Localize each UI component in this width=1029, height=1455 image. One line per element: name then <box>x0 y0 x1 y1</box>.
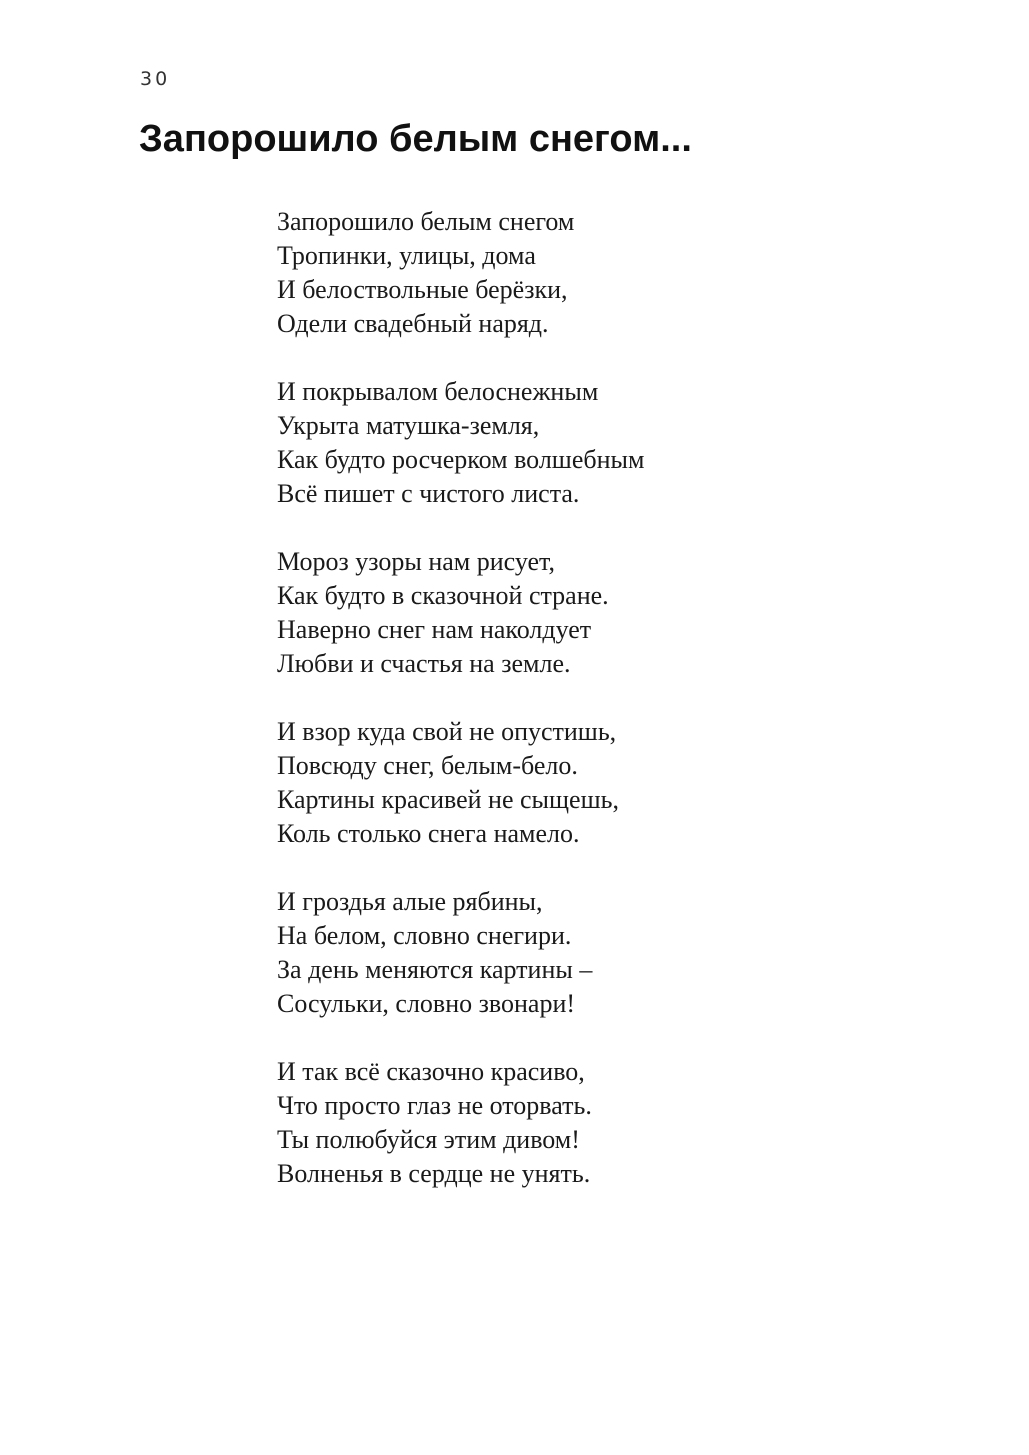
poem-line: Мороз узоры нам рисует, <box>277 547 555 576</box>
poem-line: Как будто в сказочной стране. <box>277 581 609 610</box>
poem-line: И гроздья алые рябины, <box>277 887 543 916</box>
poem-body <box>277 205 917 1225</box>
poem-line: На белом, словно снегири. <box>277 921 572 950</box>
stanza-3 <box>277 545 917 681</box>
poem-title: Запорошило белым снегом... <box>139 118 692 160</box>
stanza-2 <box>277 375 917 511</box>
poem-line: И покрывалом белоснежным <box>277 377 599 406</box>
poem-line: Тропинки, улицы, дома <box>277 241 536 270</box>
poem-line: За день меняются картины – <box>277 955 593 984</box>
poem-line: Ты полюбуйся этим дивом! <box>277 1125 580 1154</box>
poem-line: Коль столько снега намело. <box>277 819 580 848</box>
stanza-4 <box>277 715 917 851</box>
poem-line: Как будто росчерком волшебным <box>277 445 645 474</box>
poem-line: Одели свадебный наряд. <box>277 309 549 338</box>
poem-line: Волненья в сердце не унять. <box>277 1159 591 1188</box>
page-number: 30 <box>140 68 171 90</box>
poem-line: И белоствольные берёзки, <box>277 275 568 304</box>
stanza-6 <box>277 1055 917 1191</box>
poem-line: Что просто глаз не оторвать. <box>277 1091 592 1120</box>
poem-line: И так всё сказочно красиво, <box>277 1057 585 1086</box>
poem-line: Любви и счастья на земле. <box>277 649 571 678</box>
poem-line: Запорошило белым снегом <box>277 207 575 236</box>
poem-line: Повсюду снег, белым-бело. <box>277 751 578 780</box>
poem-line: Картины красивей не сыщешь, <box>277 785 619 814</box>
poem-line: Всё пишет с чистого листа. <box>277 479 580 508</box>
stanza-5 <box>277 885 917 1021</box>
poem-line: И взор куда свой не опустишь, <box>277 717 617 746</box>
poem-line: Сосульки, словно звонари! <box>277 989 576 1018</box>
poem-line: Наверно снег нам наколдует <box>277 615 592 644</box>
stanza-1 <box>277 205 917 341</box>
poem-line: Укрыта матушка-земля, <box>277 411 540 440</box>
